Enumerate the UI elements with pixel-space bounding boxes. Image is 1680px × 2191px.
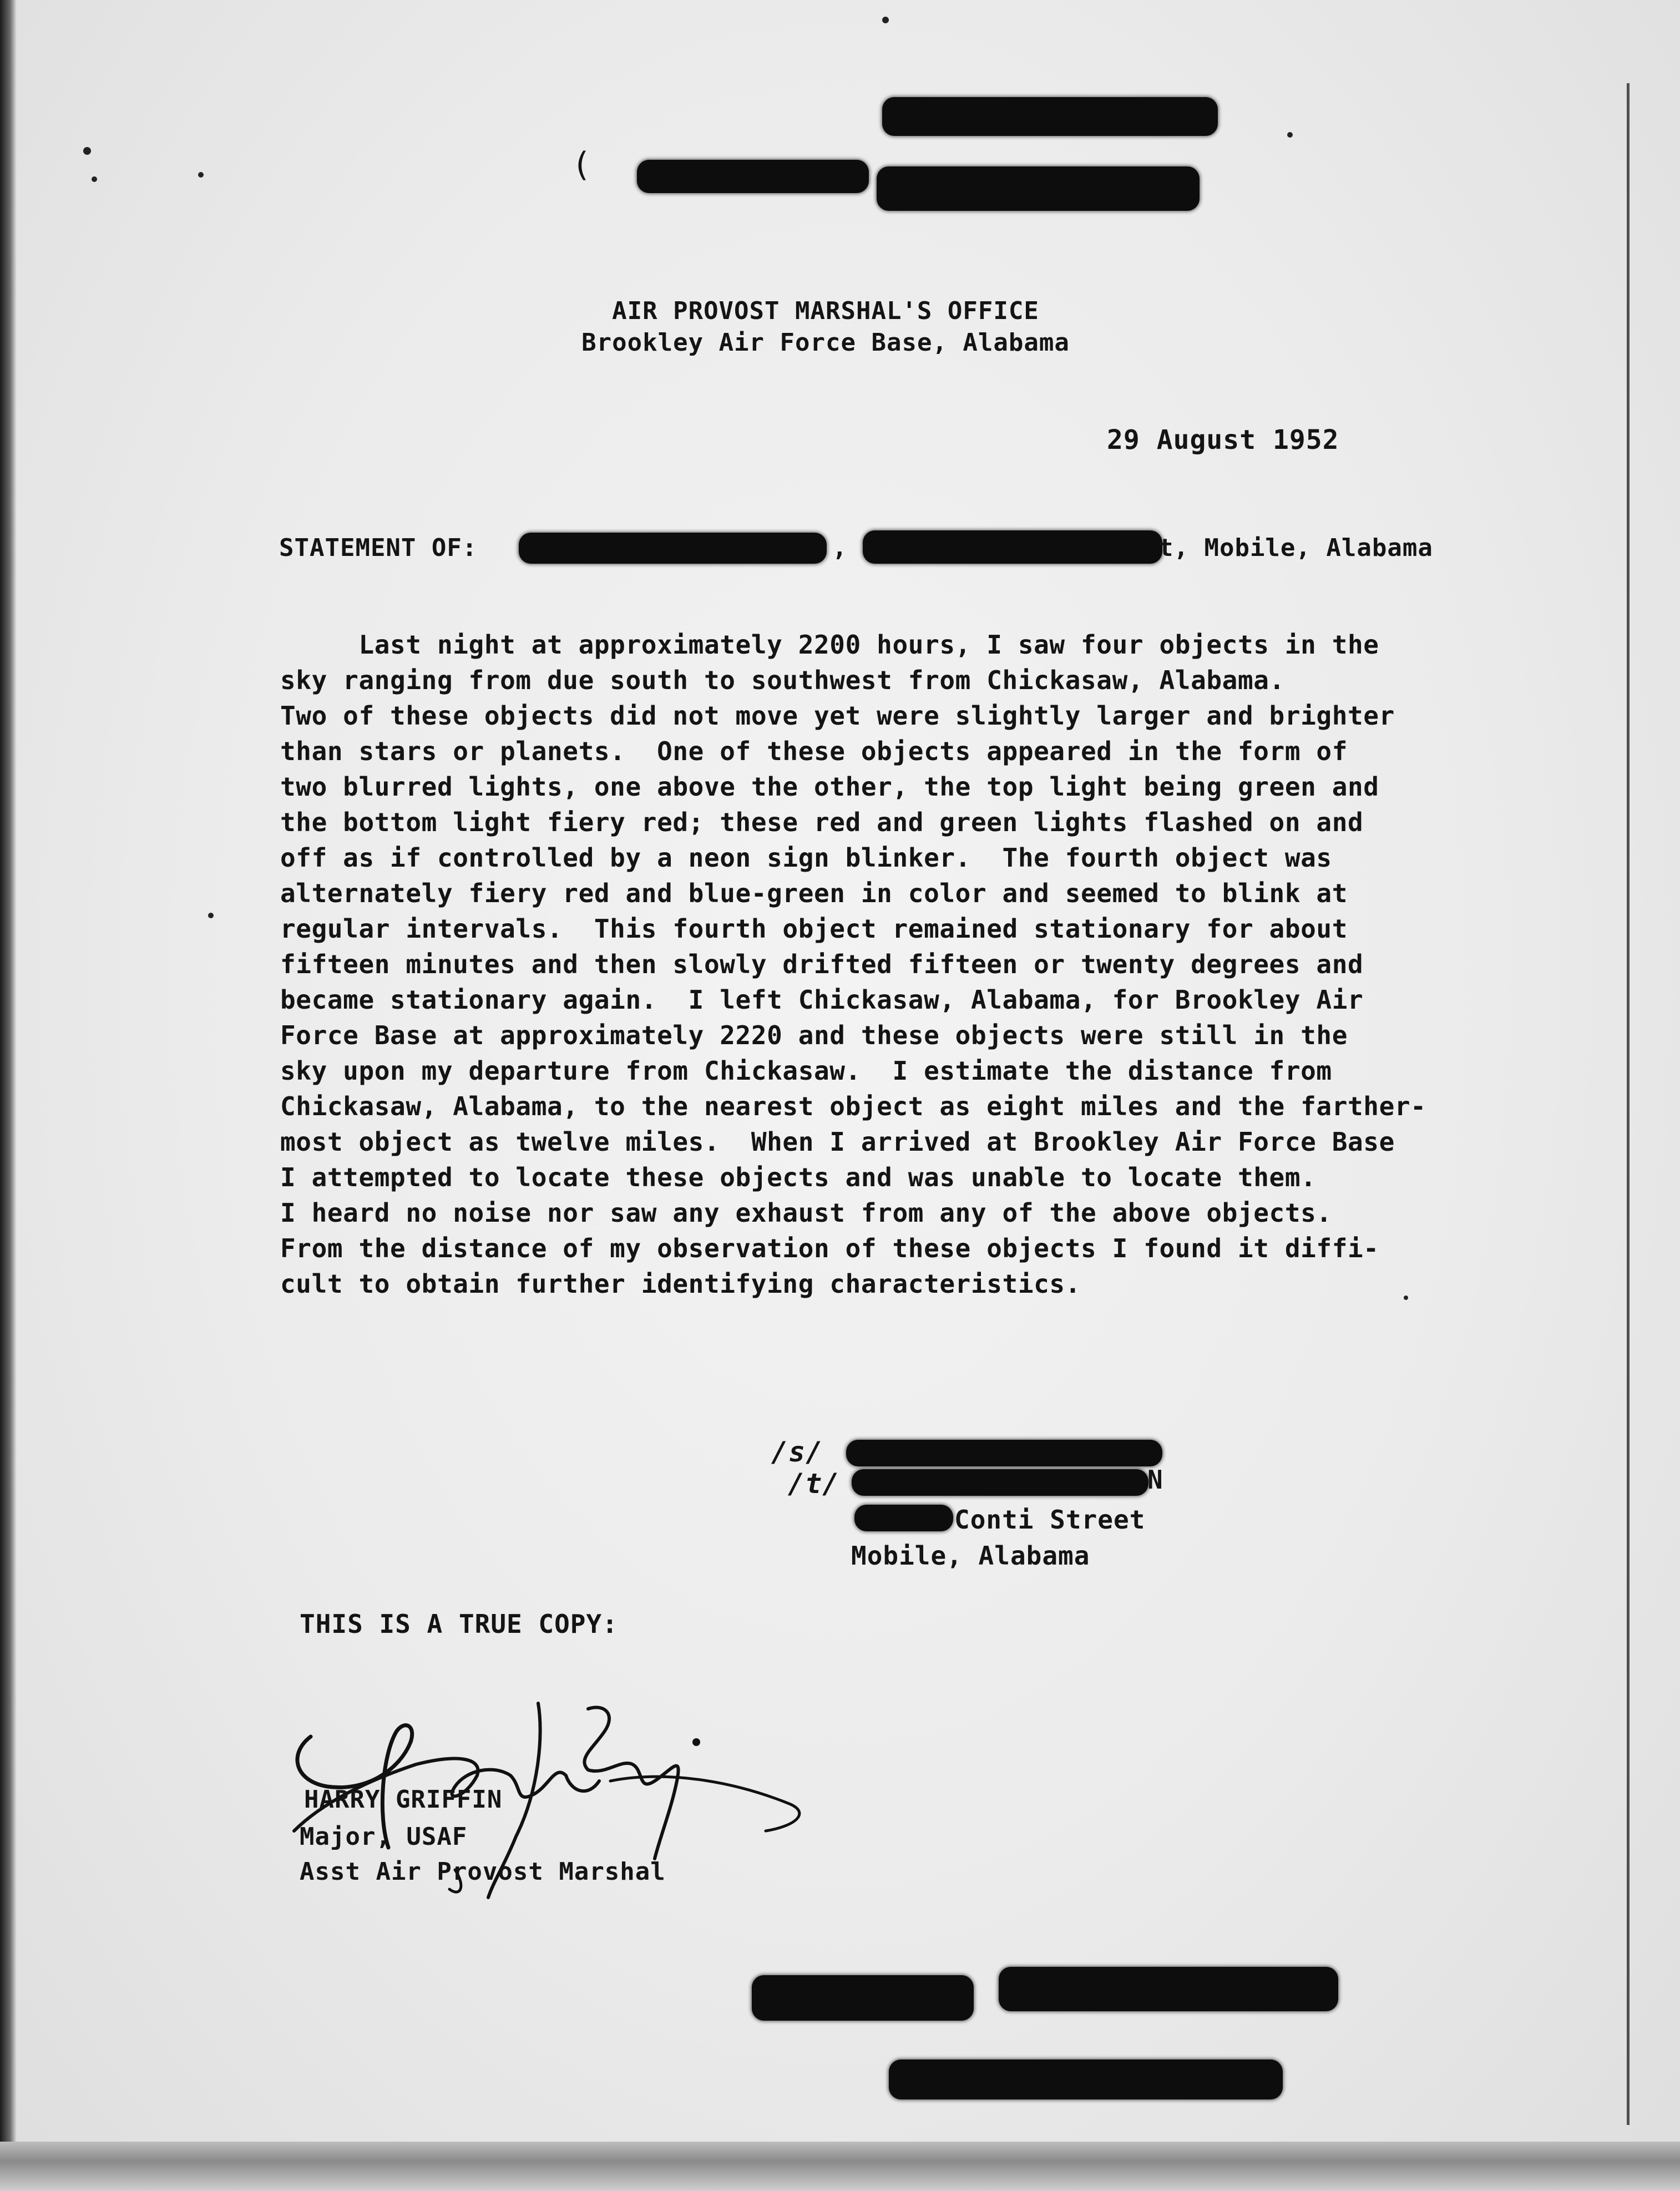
- statement-separator: ,: [832, 534, 848, 562]
- office-heading: AIR PROVOST MARSHAL'S OFFICE: [612, 297, 1039, 325]
- body-line: Two of these objects did not move yet were slightly larger and brighter: [280, 701, 1395, 731]
- body-line: sky ranging from due south to southwest from Chickasaw, Alabama.: [280, 665, 1285, 695]
- scan-speck: [92, 176, 97, 182]
- redaction-signature-name: [846, 1440, 1162, 1466]
- body-line: became stationary again. I left Chickasaw, Alabama, for Brookley Air: [280, 985, 1364, 1015]
- document-date: 29 August 1952: [1107, 424, 1339, 456]
- redaction-bottom-1: [752, 1975, 974, 2021]
- redaction-top-3: [877, 166, 1200, 211]
- scan-speck: [198, 172, 204, 178]
- statement-body: [280, 627, 1451, 1302]
- body-line: than stars or planets. One of these objects appeared in the form of: [280, 736, 1348, 766]
- certifier-rank: Major, USAF: [300, 1823, 468, 1851]
- typed-mark: /t/: [788, 1468, 840, 1500]
- scan-speck: [1287, 132, 1293, 138]
- true-copy-label: THIS IS A TRUE COPY:: [300, 1609, 618, 1639]
- body-line: two blurred lights, one above the other, the top light being green and: [280, 772, 1379, 802]
- redaction-top-1: [882, 97, 1218, 136]
- redaction-bottom-2: [999, 1967, 1338, 2011]
- signer-city: Mobile, Alabama: [851, 1541, 1090, 1571]
- redaction-statement-address: [863, 530, 1162, 564]
- scan-speck: [83, 147, 91, 155]
- statement-label: STATEMENT OF:: [279, 534, 478, 562]
- signer-street: Conti Street: [954, 1505, 1146, 1535]
- body-line: fifteen minutes and then slowly drifted fifteen or twenty degrees and: [280, 949, 1364, 979]
- body-line: alternately fiery red and blue-green in color and seemed to blink at: [280, 878, 1348, 908]
- certifier-name: HARRY GRIFFIN: [304, 1785, 503, 1814]
- stray-mark: (: [571, 145, 593, 184]
- body-line: regular intervals. This fourth object remained stationary for about: [280, 914, 1348, 944]
- redaction-statement-name: [519, 533, 827, 564]
- scan-speck: [208, 913, 214, 918]
- body-line: I attempted to locate these objects and was unable to locate them.: [280, 1162, 1317, 1192]
- body-line: cult to obtain further identifying characteristics.: [280, 1269, 1081, 1299]
- scan-speck: [882, 17, 889, 23]
- scan-right-border: [1627, 83, 1630, 2125]
- body-line: the bottom light fiery red; these red and green lights flashed on and: [280, 807, 1364, 837]
- base-heading: Brookley Air Force Base, Alabama: [581, 328, 1070, 357]
- body-line: sky upon my departure from Chickasaw. I estimate the distance from: [280, 1056, 1332, 1086]
- scan-speck: [1404, 1296, 1408, 1300]
- redaction-bottom-3: [889, 2060, 1283, 2099]
- certifier-title: Asst Air Provost Marshal: [300, 1858, 666, 1886]
- scan-bottom-edge: [0, 2142, 1680, 2191]
- redaction-typed-name: [852, 1469, 1148, 1496]
- body-line: Force Base at approximately 2220 and these objects were still in the: [280, 1020, 1348, 1050]
- statement-location: t, Mobile, Alabama: [1158, 534, 1433, 562]
- body-line: I heard no noise nor saw any exhaust from any of the above objects.: [280, 1198, 1332, 1228]
- body-line: Last night at approximately 2200 hours, I saw four objects in the: [280, 630, 1379, 660]
- typed-name-tail: N: [1147, 1465, 1163, 1495]
- body-line: most object as twelve miles. When I arrived at Brookley Air Force Base: [280, 1127, 1395, 1157]
- body-line: Chickasaw, Alabama, to the nearest object as eight miles and the farther-: [280, 1091, 1426, 1121]
- signed-mark: /s/: [771, 1436, 823, 1468]
- body-line: From the distance of my observation of these objects I found it diffi-: [280, 1233, 1379, 1263]
- body-line: off as if controlled by a neon sign blinker. The fourth object was: [280, 843, 1332, 873]
- redaction-street-number: [854, 1505, 953, 1531]
- redaction-top-2: [637, 160, 869, 193]
